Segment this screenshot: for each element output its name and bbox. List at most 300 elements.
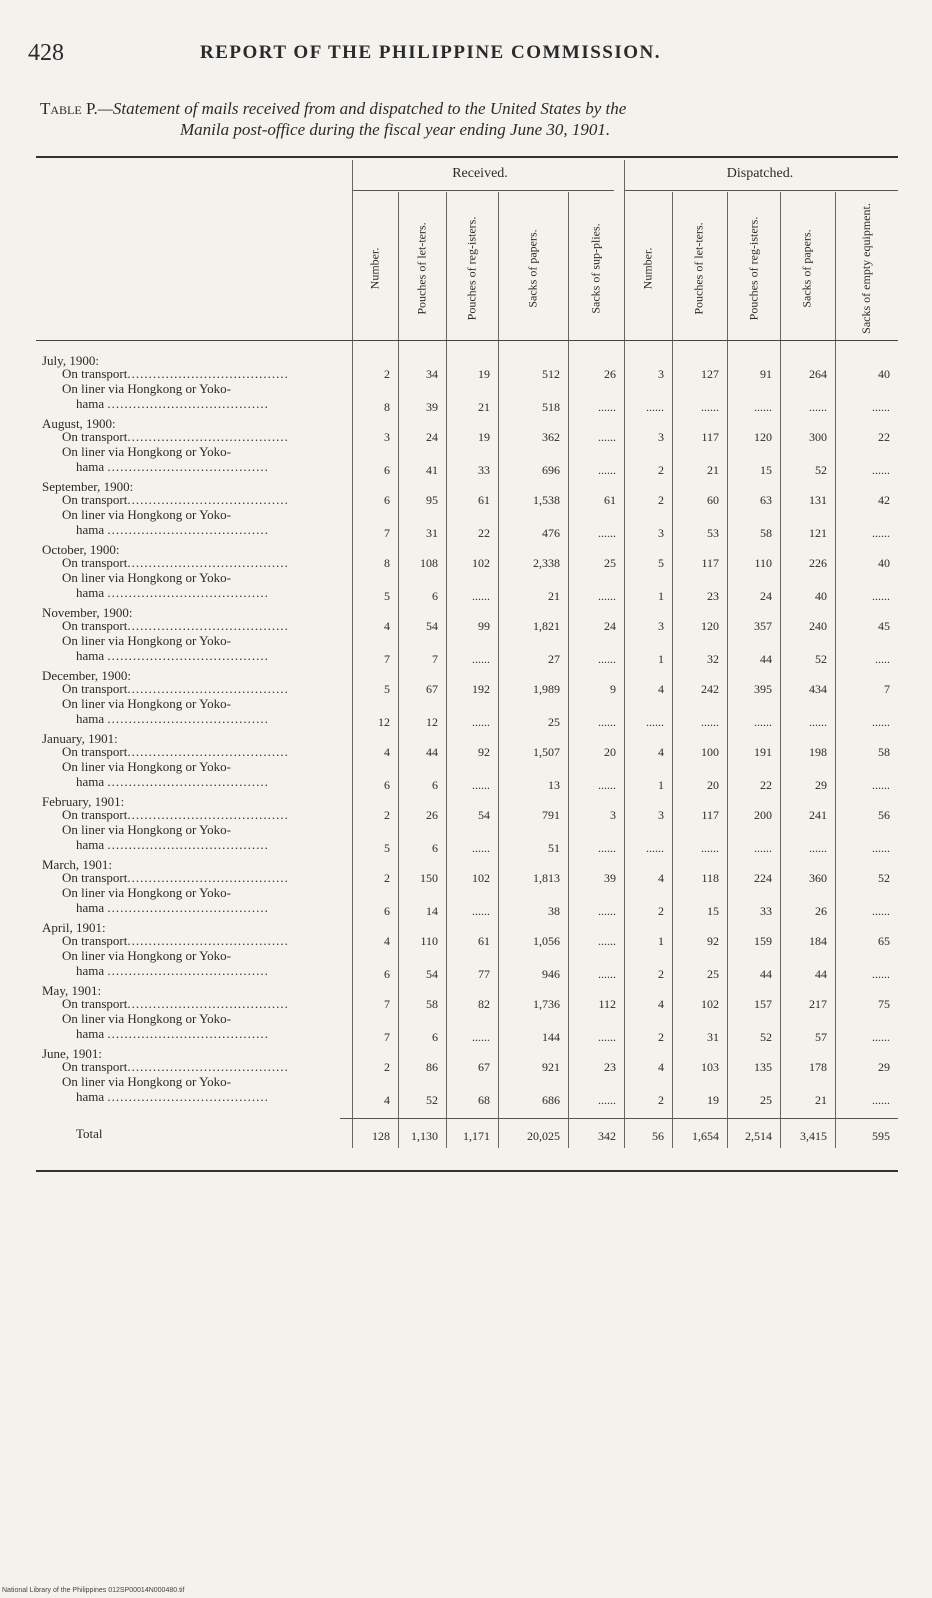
- table-cell: ......: [701, 715, 719, 729]
- table-cell: 224: [754, 871, 772, 885]
- row-label-liner-1: On liner via Hongkong or Yoko-: [62, 507, 231, 522]
- table-cell: 110: [420, 934, 438, 948]
- table-cell: 6: [384, 463, 390, 477]
- table-cell: 4: [658, 871, 664, 885]
- table-cell: 31: [707, 1030, 719, 1044]
- table-cell: 24: [426, 430, 438, 444]
- table-cell: 34: [426, 367, 438, 381]
- leader-dots: ......................................: [127, 618, 289, 633]
- table-cell: 14: [426, 904, 438, 918]
- table-cell: ......: [872, 1093, 890, 1107]
- table-cell: 44: [426, 745, 438, 759]
- table-cell: 29: [815, 778, 827, 792]
- column-header: [568, 198, 624, 338]
- table-cell: 241: [809, 808, 827, 822]
- leader-dots: ......................................: [107, 396, 269, 411]
- table-cell: ......: [872, 778, 890, 792]
- row-label: [36, 885, 352, 915]
- table-cell: 264: [809, 367, 827, 381]
- row-label-text: On transport: [62, 933, 128, 948]
- table-cell: 217: [809, 997, 827, 1011]
- table-cell: 159: [754, 934, 772, 948]
- table-cell: 21: [707, 463, 719, 477]
- row-label-liner-2: [62, 522, 352, 537]
- table-cell: 7: [432, 652, 438, 666]
- table-cell: 42: [878, 493, 890, 507]
- row-label-text: On transport: [62, 870, 128, 885]
- row-label: [36, 996, 352, 1011]
- table-cell: 362: [542, 430, 560, 444]
- table-cell: 67: [478, 1060, 490, 1074]
- table-cell: 395: [754, 682, 772, 696]
- row-label-liner-2: [62, 585, 352, 600]
- table-cell: 82: [478, 997, 490, 1011]
- table-cell: 29: [878, 1060, 890, 1074]
- table-cell: 1,821: [533, 619, 560, 633]
- total-label: Total: [76, 1126, 103, 1141]
- table-cell: 92: [478, 745, 490, 759]
- total-row: [36, 1124, 898, 1148]
- table-cell: ......: [872, 904, 890, 918]
- leader-dots: ......................................: [127, 555, 289, 570]
- row-label-transport: [62, 366, 352, 381]
- leader-dots: ......................................: [127, 429, 289, 444]
- table-cell: ......: [598, 904, 616, 918]
- table-cell: ......: [872, 841, 890, 855]
- column-header: [835, 198, 898, 338]
- table-cell: 44: [760, 967, 772, 981]
- row-label: [36, 1059, 352, 1074]
- table-cell: 61: [478, 493, 490, 507]
- table-cell: 52: [815, 652, 827, 666]
- table-row: [36, 635, 898, 667]
- table-cell: 150: [420, 871, 438, 885]
- table-cell: ......: [701, 400, 719, 414]
- table-cell: 13: [548, 778, 560, 792]
- table-cell: 19: [478, 430, 490, 444]
- table-cell: 27: [548, 652, 560, 666]
- table-row: [36, 1045, 898, 1077]
- table-cell: 102: [472, 556, 490, 570]
- table-row: [36, 352, 898, 384]
- row-label-liner-1: On liner via Hongkong or Yoko-: [62, 1074, 231, 1089]
- table-cell: 44: [815, 967, 827, 981]
- table-cell: ......: [872, 400, 890, 414]
- row-label-liner-2: [62, 900, 352, 915]
- table-cell: 2: [658, 463, 664, 477]
- table-cell: 118: [701, 871, 719, 885]
- column-header-label: Sacks of papers.: [800, 228, 814, 308]
- row-label-liner-2: [62, 837, 352, 852]
- table-cell: 1,056: [533, 934, 560, 948]
- table-cell: 38: [548, 904, 560, 918]
- column-header-label: Number.: [367, 247, 382, 289]
- table-cell: ......: [472, 652, 490, 666]
- column-header-label: Sacks of empty equipment.: [859, 202, 874, 334]
- table-cell: 5: [384, 841, 390, 855]
- row-label-transport: [62, 555, 352, 570]
- table-cell: 45: [878, 619, 890, 633]
- table-cell: ......: [598, 430, 616, 444]
- table-cell: 57: [815, 1030, 827, 1044]
- table-cell: ......: [598, 778, 616, 792]
- table-cell: ......: [598, 1030, 616, 1044]
- table-cell: 1,538: [533, 493, 560, 507]
- column-header-label: Sacks of papers.: [525, 228, 540, 308]
- row-label-text: hama: [76, 1089, 105, 1104]
- row-label: [36, 633, 352, 663]
- row-label-text: hama: [76, 1026, 105, 1041]
- row-label-liner-2: [62, 711, 352, 726]
- leader-dots: ......................................: [107, 1089, 269, 1104]
- column-header-label: Number.: [640, 247, 655, 289]
- table-cell: 3: [610, 808, 616, 822]
- leader-dots: ......................................: [127, 1059, 289, 1074]
- row-label: [36, 492, 352, 507]
- table-cell: ......: [472, 904, 490, 918]
- table-cell: ......: [872, 715, 890, 729]
- row-label-liner-2: [62, 459, 352, 474]
- table-cell: 99: [478, 619, 490, 633]
- table-cell: 51: [548, 841, 560, 855]
- row-label-text: On transport: [62, 429, 128, 444]
- month-label: October, 1900:: [42, 542, 120, 557]
- table-cell: 8: [384, 400, 390, 414]
- month-label: August, 1900:: [42, 416, 116, 431]
- column-header-label: Pouches of let-ters.: [414, 221, 429, 315]
- table-cell: 2: [658, 904, 664, 918]
- leader-dots: ......................................: [107, 774, 269, 789]
- table-cell: ......: [472, 715, 490, 729]
- table-cell: ......: [472, 589, 490, 603]
- table-cell: 31: [426, 526, 438, 540]
- leader-dots: ......................................: [127, 933, 289, 948]
- column-header: [446, 198, 498, 338]
- table-cell: ......: [598, 589, 616, 603]
- table-cell: 3: [384, 430, 390, 444]
- column-header: [398, 198, 446, 338]
- row-label-transport: [62, 492, 352, 507]
- row-label: [36, 822, 352, 852]
- table-cell: 102: [472, 871, 490, 885]
- month-label: July, 1900:: [42, 353, 99, 368]
- table-row: [36, 1013, 898, 1045]
- table-cell: 26: [426, 808, 438, 822]
- table-cell: 8: [384, 556, 390, 570]
- table-cell: 3: [658, 430, 664, 444]
- table-row: [36, 698, 898, 730]
- table-caption: [40, 98, 900, 140]
- table-cell: 77: [478, 967, 490, 981]
- caption-line-1: —Statement of mails received from and dispatched to the United States by the: [97, 99, 627, 118]
- row-label-liner-2: [62, 1026, 352, 1041]
- column-header-label: Pouches of reg-isters.: [746, 216, 761, 320]
- table-cell: 300: [809, 430, 827, 444]
- table-cell: ......: [646, 400, 664, 414]
- table-row: [36, 667, 898, 699]
- table-cell: 198: [809, 745, 827, 759]
- table-row: [36, 887, 898, 919]
- table-cell: 56: [878, 808, 890, 822]
- table-cell: 1,989: [533, 682, 560, 696]
- table-cell: 512: [542, 367, 560, 381]
- table-cell: 33: [478, 463, 490, 477]
- table-cell: 103: [701, 1060, 719, 1074]
- row-label-liner-2: [62, 963, 352, 978]
- table-cell: 22: [478, 526, 490, 540]
- month-label: March, 1901:: [42, 857, 113, 872]
- column-header-label: Sacks of sup-plies.: [588, 222, 603, 314]
- total-cell: 128: [372, 1129, 390, 1143]
- table-cell: 4: [658, 997, 664, 1011]
- table-cell: 6: [384, 904, 390, 918]
- month-label: May, 1901:: [42, 983, 102, 998]
- row-label: [36, 381, 352, 411]
- table-cell: 6: [384, 778, 390, 792]
- table-cell: 117: [701, 808, 719, 822]
- leader-dots: ......................................: [127, 807, 289, 822]
- leader-dots: ......................................: [107, 1026, 269, 1041]
- caption-label: Table P.: [40, 99, 98, 118]
- table-cell: 135: [754, 1060, 772, 1074]
- row-label: [36, 618, 352, 633]
- table-cell: 23: [707, 589, 719, 603]
- table-cell: 7: [384, 652, 390, 666]
- table-cell: 12: [378, 715, 390, 729]
- table-cell: 21: [548, 589, 560, 603]
- table-cell: 54: [426, 619, 438, 633]
- table-cell: 52: [426, 1093, 438, 1107]
- row-label-text: On transport: [62, 996, 128, 1011]
- table-cell: 157: [754, 997, 772, 1011]
- month-label: December, 1900:: [42, 668, 132, 683]
- row-label-liner-2: [62, 648, 352, 663]
- row-label-liner-1: On liner via Hongkong or Yoko-: [62, 381, 231, 396]
- table-cell: 1,507: [533, 745, 560, 759]
- table-cell: ......: [646, 715, 664, 729]
- table-cell: 7: [384, 1030, 390, 1044]
- table-cell: 242: [701, 682, 719, 696]
- table-cell: 54: [478, 808, 490, 822]
- table-cell: 4: [658, 682, 664, 696]
- leader-dots: ......................................: [107, 963, 269, 978]
- month-label: April, 1901:: [42, 920, 106, 935]
- table-row: [36, 793, 898, 825]
- table-cell: 58: [426, 997, 438, 1011]
- row-label: [36, 1011, 352, 1041]
- table-cell: 696: [542, 463, 560, 477]
- table-row: [36, 1076, 898, 1108]
- table-row: [36, 761, 898, 793]
- row-label: [36, 444, 352, 474]
- header-bottom-rule: [36, 340, 898, 341]
- row-label: [36, 429, 352, 444]
- table-cell: 100: [701, 745, 719, 759]
- table-row: [36, 604, 898, 636]
- column-header: [624, 198, 672, 338]
- table-cell: 2: [384, 808, 390, 822]
- leader-dots: ......................................: [127, 492, 289, 507]
- total-cell: 595: [872, 1129, 890, 1143]
- leader-dots: ......................................: [107, 522, 269, 537]
- column-header-label: Pouches of reg-isters.: [464, 216, 479, 320]
- row-label: [36, 933, 352, 948]
- table-cell: 21: [478, 400, 490, 414]
- table-cell: ......: [598, 400, 616, 414]
- table-cell: 4: [384, 619, 390, 633]
- table-cell: ......: [598, 841, 616, 855]
- table-cell: 54: [426, 967, 438, 981]
- table-cell: 4: [658, 1060, 664, 1074]
- table-cell: 110: [754, 556, 772, 570]
- leader-dots: ......................................: [127, 681, 289, 696]
- total-cell: 1,171: [463, 1129, 490, 1143]
- table-cell: 102: [701, 997, 719, 1011]
- table-row: [36, 446, 898, 478]
- table-cell: 4: [384, 745, 390, 759]
- table-cell: ......: [598, 652, 616, 666]
- table-cell: 53: [707, 526, 719, 540]
- table-cell: 22: [878, 430, 890, 444]
- row-label-transport: [62, 618, 352, 633]
- table-cell: 15: [760, 463, 772, 477]
- table-cell: 5: [384, 682, 390, 696]
- table-cell: ......: [472, 778, 490, 792]
- row-label: [36, 948, 352, 978]
- table-row: [36, 730, 898, 762]
- table-cell: 7: [384, 526, 390, 540]
- row-label-text: hama: [76, 648, 105, 663]
- table-cell: 200: [754, 808, 772, 822]
- table-cell: ......: [809, 715, 827, 729]
- row-label-transport: [62, 933, 352, 948]
- row-label-text: On transport: [62, 744, 128, 759]
- table-cell: 5: [384, 589, 390, 603]
- table-row: [36, 950, 898, 982]
- table-cell: 184: [809, 934, 827, 948]
- row-label-liner-1: On liner via Hongkong or Yoko-: [62, 633, 231, 648]
- table-cell: 191: [754, 745, 772, 759]
- row-label-text: On transport: [62, 366, 128, 381]
- table-cell: 32: [707, 652, 719, 666]
- table-cell: 2: [658, 1030, 664, 1044]
- table-row: [36, 572, 898, 604]
- row-label: [36, 507, 352, 537]
- row-label-text: hama: [76, 459, 105, 474]
- leader-dots: ......................................: [107, 459, 269, 474]
- table-cell: 41: [426, 463, 438, 477]
- row-label-text: hama: [76, 711, 105, 726]
- row-label: [36, 570, 352, 600]
- total-cell: 1,130: [411, 1129, 438, 1143]
- table-cell: 63: [760, 493, 772, 507]
- row-label-text: On transport: [62, 681, 128, 696]
- table-cell: 178: [809, 1060, 827, 1074]
- table-cell: 2: [384, 871, 390, 885]
- table-cell: ......: [701, 841, 719, 855]
- table-cell: 20: [604, 745, 616, 759]
- table-cell: ......: [872, 967, 890, 981]
- leader-dots: ......................................: [127, 870, 289, 885]
- table-cell: 20: [707, 778, 719, 792]
- table-cell: 791: [542, 808, 560, 822]
- table-cell: 6: [384, 967, 390, 981]
- table-cell: 121: [809, 526, 827, 540]
- table-cell: 21: [815, 1093, 827, 1107]
- table-cell: 91: [760, 367, 772, 381]
- row-label: [36, 555, 352, 570]
- table-cell: ......: [872, 463, 890, 477]
- table-cell: 127: [701, 367, 719, 381]
- total-cell: 20,025: [527, 1129, 560, 1143]
- table-cell: ......: [598, 967, 616, 981]
- table-cell: ......: [472, 1030, 490, 1044]
- total-cell: 1,654: [692, 1129, 719, 1143]
- total-cell: 342: [598, 1129, 616, 1143]
- table-cell: 120: [754, 430, 772, 444]
- table-cell: 52: [878, 871, 890, 885]
- row-label-text: On transport: [62, 1059, 128, 1074]
- month-label: September, 1900:: [42, 479, 134, 494]
- row-label-text: On transport: [62, 492, 128, 507]
- table-cell: 15: [707, 904, 719, 918]
- table-cell: 86: [426, 1060, 438, 1074]
- table-cell: 3: [658, 808, 664, 822]
- table-cell: 61: [604, 493, 616, 507]
- table-cell: ......: [872, 1030, 890, 1044]
- table-cell: 19: [707, 1093, 719, 1107]
- table-cell: 2,338: [533, 556, 560, 570]
- table-cell: 1: [658, 589, 664, 603]
- table-cell: 25: [760, 1093, 772, 1107]
- page-number: 428: [28, 40, 64, 66]
- row-label: [36, 807, 352, 822]
- table-cell: 3: [658, 619, 664, 633]
- table-cell: 40: [815, 589, 827, 603]
- table-cell: 476: [542, 526, 560, 540]
- column-header: [780, 198, 835, 338]
- group-header-received: Received.: [452, 166, 508, 181]
- table-cell: 240: [809, 619, 827, 633]
- row-label-liner-2: [62, 1089, 352, 1104]
- leader-dots: ......................................: [107, 837, 269, 852]
- leader-dots: ......................................: [127, 366, 289, 381]
- total-rule: [340, 1118, 898, 1119]
- table-cell: 6: [432, 589, 438, 603]
- table-row: [36, 541, 898, 573]
- row-label-text: hama: [76, 774, 105, 789]
- total-cell: 3,415: [800, 1129, 827, 1143]
- table-cell: 112: [598, 997, 616, 1011]
- table-cell: 23: [604, 1060, 616, 1074]
- scan-credit: National Library of the Philippines 012SP00014N000480.tif: [2, 1587, 185, 1594]
- table-row: [36, 824, 898, 856]
- table-cell: 4: [384, 1093, 390, 1107]
- row-label-liner-1: On liner via Hongkong or Yoko-: [62, 948, 231, 963]
- table-cell: 7: [384, 997, 390, 1011]
- table-cell: 19: [478, 367, 490, 381]
- row-label-text: On transport: [62, 555, 128, 570]
- column-header: [727, 198, 780, 338]
- row-label: [36, 1074, 352, 1104]
- row-label-transport: [62, 429, 352, 444]
- month-label: June, 1901:: [42, 1046, 102, 1061]
- total-cell: 56: [652, 1129, 664, 1143]
- table-cell: 3: [658, 526, 664, 540]
- table-top-rule: [36, 156, 898, 158]
- table-cell: 61: [478, 934, 490, 948]
- running-head: REPORT OF THE PHILIPPINE COMMISSION.: [200, 42, 662, 63]
